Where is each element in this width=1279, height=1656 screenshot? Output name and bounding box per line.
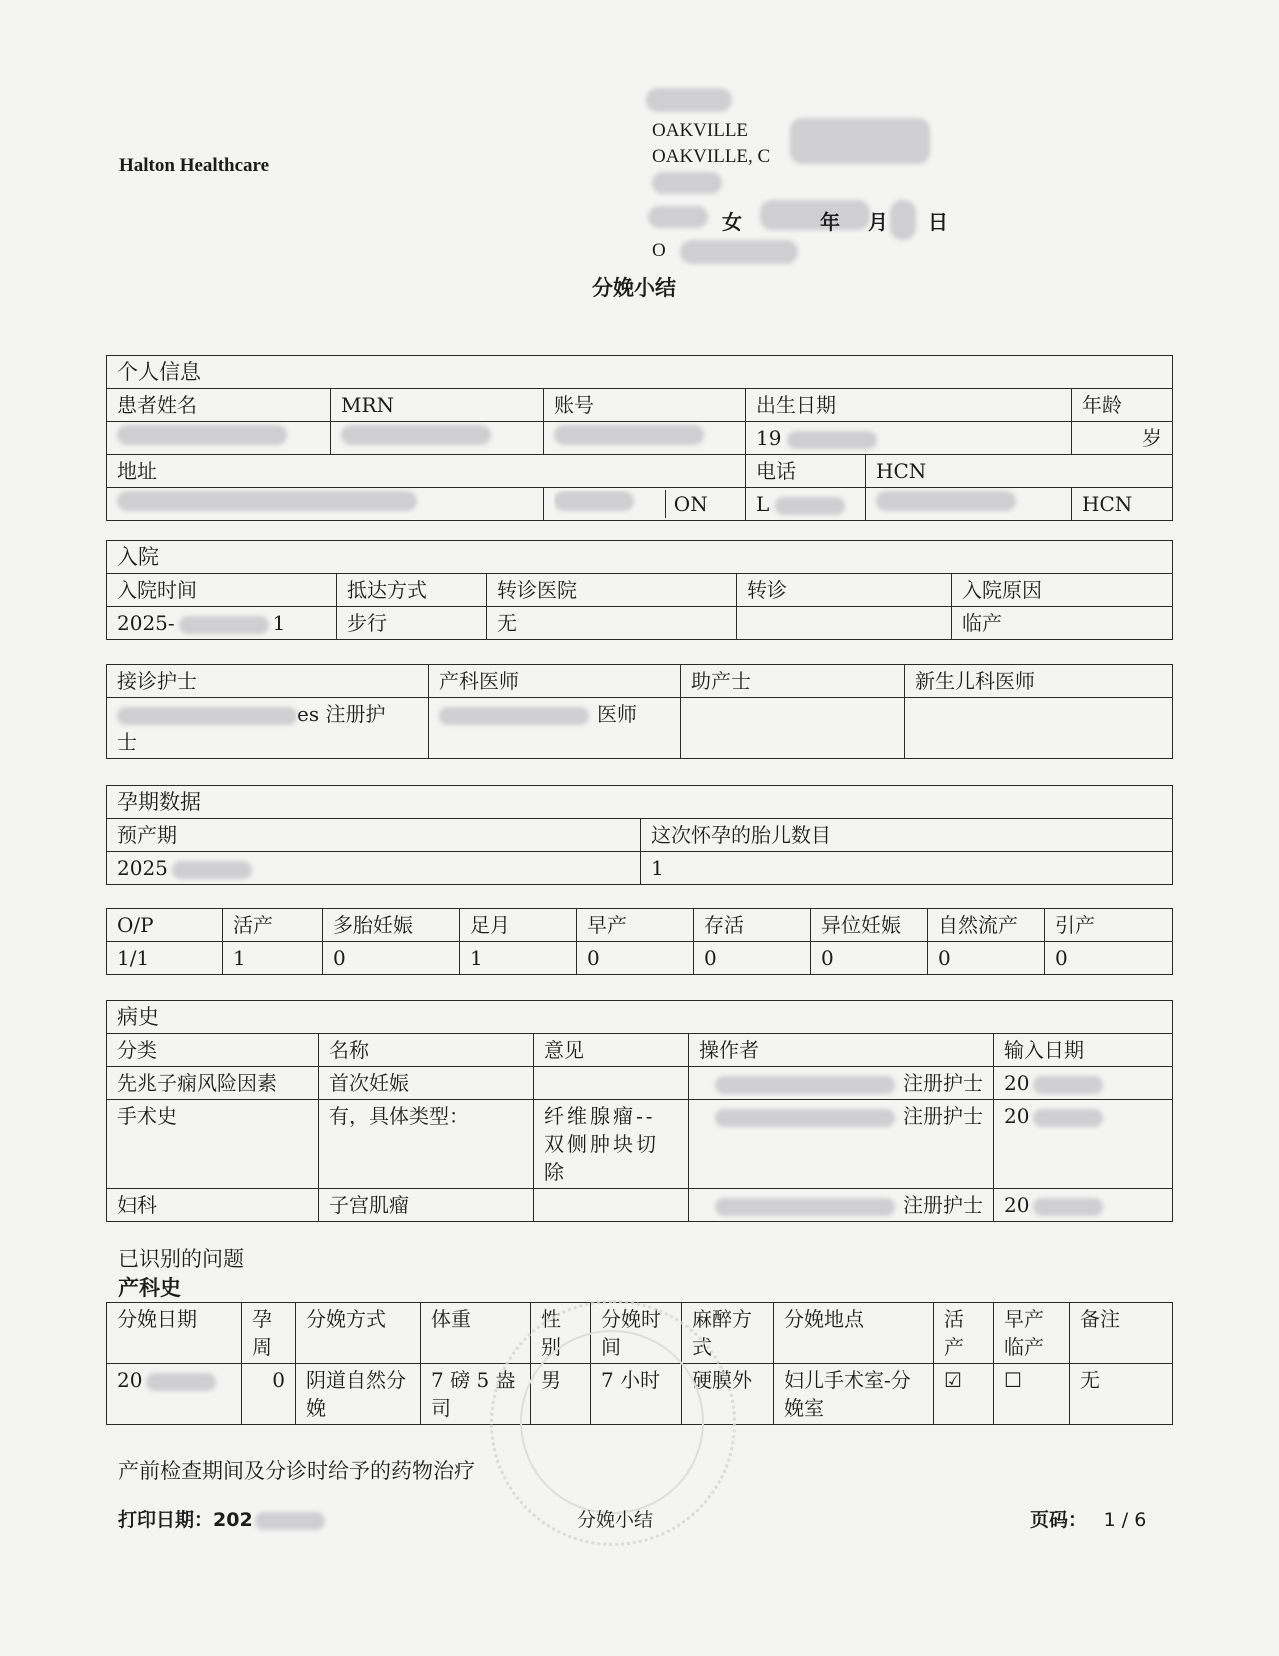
value-midwife	[681, 698, 905, 759]
history-header: 操作者	[689, 1034, 994, 1067]
ob-header: 早产临产	[994, 1303, 1070, 1364]
ob-sex: 男	[531, 1364, 591, 1425]
history-name: 首次妊娠	[319, 1067, 534, 1100]
ob-header: 孕周	[242, 1303, 296, 1364]
label-admit-reason: 入院原因	[952, 574, 1173, 607]
table-row	[107, 1189, 1173, 1222]
admission-table	[106, 540, 1173, 640]
ob-header: 性别	[531, 1303, 591, 1364]
label-transfer: 转诊	[737, 574, 952, 607]
value-admit-reason: 临产	[952, 607, 1173, 640]
label-obstetrician: 产科医师	[429, 665, 681, 698]
label-address: 地址	[107, 455, 746, 488]
value-hcn: HCN	[1072, 488, 1173, 521]
value-mrn	[331, 422, 544, 455]
notary-seal-inner	[520, 1330, 704, 1514]
value-age: 岁	[1072, 422, 1173, 455]
value-admit-time: 2025- 1	[107, 607, 337, 640]
personal-info-table	[106, 355, 1173, 521]
redaction	[760, 200, 870, 230]
gp-value: 0	[1045, 942, 1173, 975]
redaction	[652, 172, 722, 194]
history-note: 纤维腺瘤--双侧肿块切除	[534, 1100, 689, 1189]
table-row	[107, 1100, 1173, 1189]
ob-header: 分娩方式	[296, 1303, 421, 1364]
label-hcn: HCN	[866, 455, 1173, 488]
value-address-city	[544, 488, 746, 521]
history-header: 输入日期	[994, 1034, 1173, 1067]
label-mrn: MRN	[331, 389, 544, 422]
value-address-street	[107, 488, 544, 521]
ob-remark: 无	[1070, 1364, 1173, 1425]
gp-header: O/P	[107, 909, 223, 942]
page-number: 页码： 1 / 6	[1030, 1509, 1147, 1531]
history-header: 意见	[534, 1034, 689, 1067]
gp-value: 0	[694, 942, 811, 975]
month-label: 月	[868, 210, 888, 234]
gravida-para-table	[106, 908, 1173, 975]
label-dob: 出生日期	[746, 389, 1072, 422]
history-name: 子宫肌瘤	[319, 1189, 534, 1222]
redaction	[648, 206, 708, 228]
ob-duration: 7 小时	[591, 1364, 682, 1425]
history-category: 妇科	[107, 1189, 319, 1222]
print-date: 打印日期：202	[118, 1505, 325, 1532]
section-title: 病史	[107, 1001, 1173, 1034]
redaction	[680, 240, 798, 264]
ob-header: 分娩地点	[774, 1303, 934, 1364]
gp-header: 早产	[577, 909, 694, 942]
section-title: 入院	[107, 541, 1173, 574]
redaction	[890, 200, 916, 240]
gp-value: 0	[577, 942, 694, 975]
staff-table	[106, 664, 1173, 759]
history-name: 有，具体类型：	[319, 1100, 534, 1189]
section-title: 孕期数据	[107, 786, 1173, 819]
sex-field: 女	[722, 210, 742, 234]
address-line-2: OAKVILLE, C	[652, 146, 771, 167]
ob-header: 分娩日期	[107, 1303, 242, 1364]
ob-header: 活产	[934, 1303, 994, 1364]
gp-header: 多胎妊娠	[323, 909, 460, 942]
ob-preterm-checkbox: ☐	[994, 1364, 1070, 1425]
value-arrival: 步行	[337, 607, 487, 640]
gp-value: 0	[323, 942, 460, 975]
day-label: 日	[928, 210, 948, 234]
address-line-3: O	[652, 240, 666, 261]
redaction	[646, 88, 732, 112]
label-age: 年龄	[1072, 389, 1173, 422]
gp-value: 1	[460, 942, 577, 975]
ob-mode: 阴道自然分娩	[296, 1364, 421, 1425]
section-title: 个人信息	[107, 356, 1173, 389]
redaction	[790, 118, 930, 164]
organization-name: Halton Healthcare	[119, 155, 270, 176]
history-operator: 注册护士	[689, 1100, 994, 1189]
ob-date: 20	[107, 1364, 242, 1425]
obstetric-history-label: 产科史	[118, 1276, 181, 1300]
ob-weight: 7 磅 5 盎司	[421, 1364, 531, 1425]
value-dob: 19	[746, 422, 1072, 455]
year-label: 年	[820, 210, 840, 234]
gp-header: 异位妊娠	[811, 909, 928, 942]
value-patient-name	[107, 422, 331, 455]
value-transfer-hospital: 无	[487, 607, 737, 640]
gp-header: 足月	[460, 909, 577, 942]
value-due-date: 2025	[107, 852, 641, 885]
label-fetus-count: 这次怀孕的胎儿数目	[641, 819, 1173, 852]
page-title: 分娩小结	[592, 276, 676, 300]
gp-value: 0	[928, 942, 1045, 975]
pregnancy-table	[106, 785, 1173, 885]
label-arrival: 抵达方式	[337, 574, 487, 607]
value-postal: L	[746, 488, 866, 521]
ob-ga: 0	[242, 1364, 296, 1425]
history-note	[534, 1067, 689, 1100]
value-admitting-nurse: es 注册护 士	[107, 698, 429, 759]
label-transfer-hospital: 转诊医院	[487, 574, 737, 607]
ob-header: 麻醉方式	[682, 1303, 774, 1364]
label-patient-name: 患者姓名	[107, 389, 331, 422]
history-header: 名称	[319, 1034, 534, 1067]
gp-header: 引产	[1045, 909, 1173, 942]
history-operator: 注册护士	[689, 1067, 994, 1100]
history-date: 20	[994, 1189, 1173, 1222]
medical-history-table	[106, 1000, 1173, 1222]
footer-title: 分娩小结	[577, 1509, 654, 1531]
history-operator: 注册护士	[689, 1189, 994, 1222]
ob-anesthesia: 硬膜外	[682, 1364, 774, 1425]
value-account	[544, 422, 746, 455]
history-category: 先兆子痫风险因素	[107, 1067, 319, 1100]
gp-header: 活产	[223, 909, 323, 942]
gp-value: 1/1	[107, 942, 223, 975]
ob-header: 体重	[421, 1303, 531, 1364]
ob-header: 备注	[1070, 1303, 1173, 1364]
ob-header: 分娩时间	[591, 1303, 682, 1364]
value-phone	[866, 488, 1072, 521]
history-category: 手术史	[107, 1100, 319, 1189]
history-date: 20	[994, 1100, 1173, 1189]
label-neonatologist: 新生儿科医师	[905, 665, 1173, 698]
label-admitting-nurse: 接诊护士	[107, 665, 429, 698]
value-neonatologist	[905, 698, 1173, 759]
gp-value: 0	[811, 942, 928, 975]
label-account: 账号	[544, 389, 746, 422]
gp-value: 1	[223, 942, 323, 975]
label-admit-time: 入院时间	[107, 574, 337, 607]
value-obstetrician: 医师	[429, 698, 681, 759]
medications-label: 产前检查期间及分诊时给予的药物治疗	[118, 1459, 475, 1483]
address-line-1: OAKVILLE	[652, 120, 749, 141]
value-province: ON	[665, 490, 735, 518]
value-fetus-count: 1	[641, 852, 1173, 885]
ob-place: 妇儿手术室-分娩室	[774, 1364, 934, 1425]
gp-header: 存活	[694, 909, 811, 942]
label-midwife: 助产士	[681, 665, 905, 698]
history-date: 20	[994, 1067, 1173, 1100]
label-due-date: 预产期	[107, 819, 641, 852]
label-phone: 电话	[746, 455, 866, 488]
ob-live-checkbox: ☑	[934, 1364, 994, 1425]
gp-header: 自然流产	[928, 909, 1045, 942]
table-row	[107, 1067, 1173, 1100]
history-note	[534, 1189, 689, 1222]
history-header: 分类	[107, 1034, 319, 1067]
identified-problems-label: 已识别的问题	[118, 1247, 244, 1271]
value-transfer	[737, 607, 952, 640]
